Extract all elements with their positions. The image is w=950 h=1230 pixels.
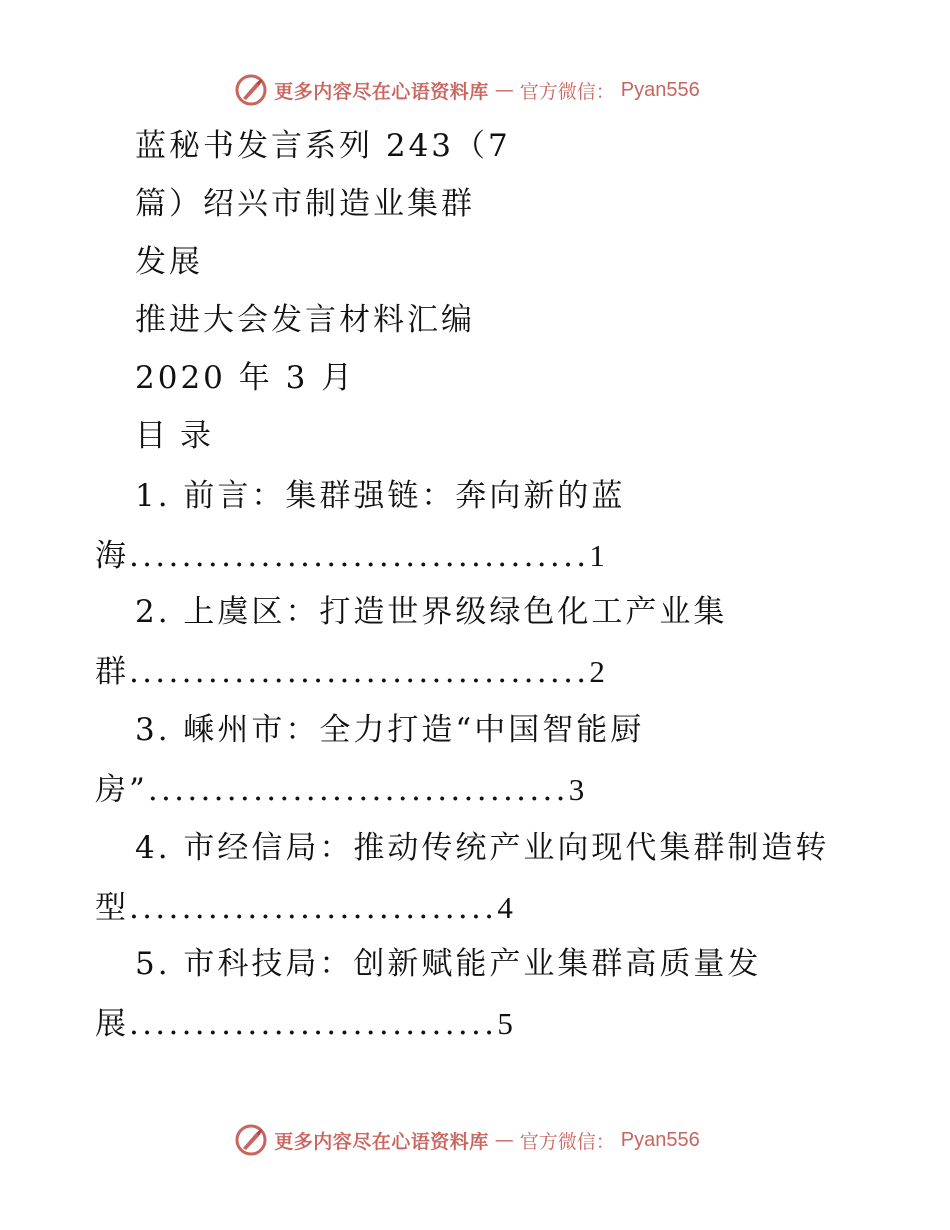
header-banner — [0, 70, 950, 110]
toc-item-4-title[interactable]: 4. 市经信局：推动传统产业向现代集群制造转 — [135, 830, 830, 866]
toc-item-2-tail: 群 — [95, 654, 129, 690]
toc-item-3-tail: 房” — [95, 772, 148, 808]
toc-item-5-tail: 展 — [95, 1006, 129, 1042]
title-line-3: 发展 — [135, 244, 203, 280]
toc-item-1-page: 1 — [589, 538, 605, 573]
title-line-4: 推进大会发言材料汇编 — [135, 302, 475, 338]
toc-item-3-title[interactable]: 3. 嵊州市：全力打造“中国智能厨 — [135, 712, 645, 748]
toc-item-5-leader[interactable] — [95, 1004, 513, 1044]
footer-banner — [0, 1120, 950, 1160]
toc-item-1-dots: ................................... — [129, 538, 590, 574]
toc-item-2-leader[interactable] — [95, 652, 605, 692]
toc-item-4-page: 4 — [497, 890, 513, 925]
banner-wechat-id: Pyan556 — [620, 78, 700, 101]
title-line-2: 篇）绍兴市制造业集群 — [135, 186, 475, 222]
toc-item-4-tail: 型 — [95, 890, 129, 926]
banner-dash: — — [494, 1129, 514, 1151]
toc-heading: 目录 — [135, 418, 225, 454]
banner-text: 更多内容尽在心语资料库 — [274, 1130, 489, 1153]
banner-content — [234, 73, 700, 107]
banner-dash: — — [494, 79, 514, 101]
toc-item-1-title[interactable]: 1. 前言：集群强链：奔向新的蓝 — [135, 478, 626, 514]
toc-item-1-tail: 海 — [95, 538, 129, 574]
banner-wechat-label: 官方微信： — [519, 1130, 615, 1153]
toc-item-1-leader[interactable] — [95, 536, 605, 576]
banner-content-bottom — [234, 1123, 700, 1157]
banner-wechat-label: 官方微信： — [519, 80, 615, 103]
toc-item-2-dots: ................................... — [129, 654, 590, 690]
toc-item-3-page: 3 — [568, 772, 585, 807]
banner-wechat-id: Pyan556 — [620, 1128, 700, 1151]
toc-item-4-leader[interactable] — [95, 888, 513, 928]
toc-item-3-leader[interactable] — [95, 770, 584, 810]
toc-item-2-page: 2 — [589, 654, 605, 689]
toc-item-5-title[interactable]: 5. 市科技局：创新赋能产业集群高质量发 — [135, 946, 762, 982]
toc-item-3-dots: ................................ — [147, 772, 569, 808]
document-date: 2020 年 3 月 — [135, 360, 356, 396]
toc-item-5-dots: ............................ — [129, 1006, 498, 1042]
toc-item-4-dots: ............................ — [129, 890, 498, 926]
quill-logo-icon — [234, 1123, 268, 1157]
toc-item-2-title[interactable]: 2. 上虞区：打造世界级绿色化工产业集 — [135, 594, 728, 630]
toc-item-5-page: 5 — [497, 1006, 513, 1041]
quill-logo-icon — [234, 73, 268, 107]
title-line-1: 蓝秘书发言系列 243（7 — [135, 128, 511, 164]
banner-text: 更多内容尽在心语资料库 — [274, 80, 489, 103]
